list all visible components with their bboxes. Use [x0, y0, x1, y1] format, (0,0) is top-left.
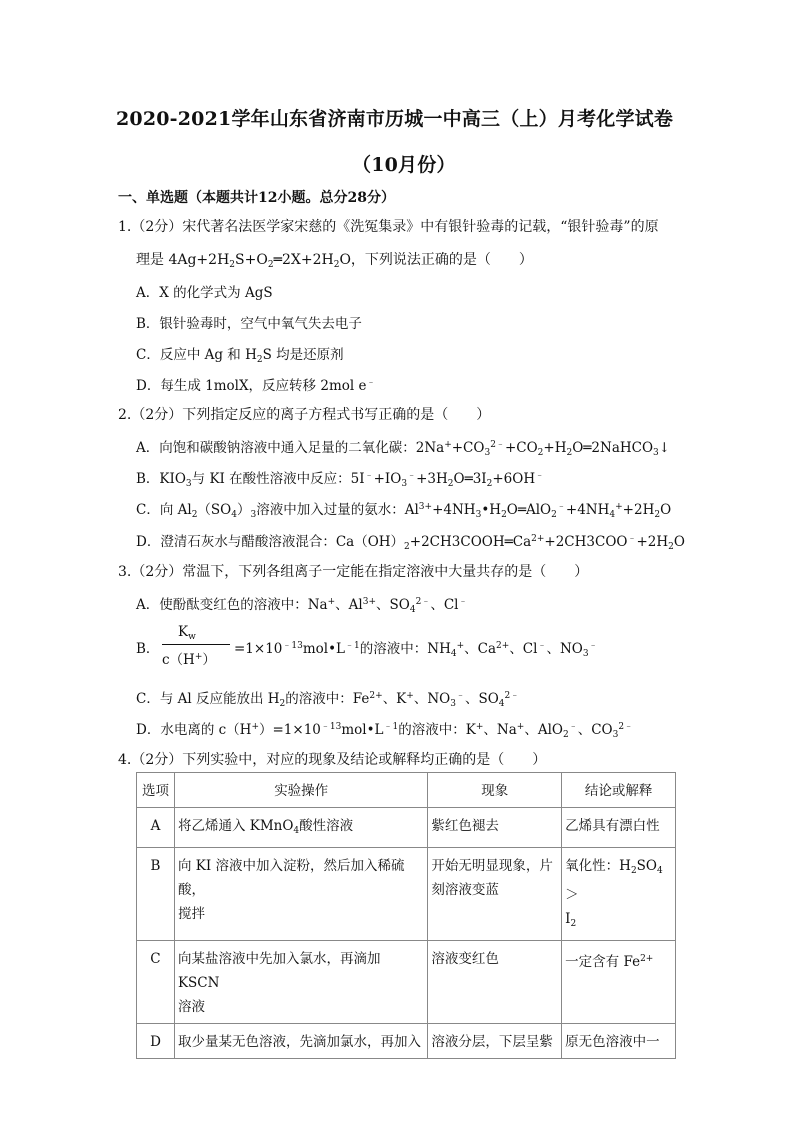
sup: 3+: [362, 597, 377, 607]
sup: +: [615, 502, 623, 512]
t: ＞: [565, 887, 579, 903]
t: O═3I: [453, 471, 487, 487]
row-phenomenon: 开始无明显现象，片 刻溶液变蓝: [428, 848, 562, 941]
t: 、SO: [376, 597, 410, 613]
row-operation: [174, 808, 427, 848]
t: K: [178, 624, 189, 640]
t: +3H: [416, 471, 448, 487]
t: +CO: [451, 440, 485, 456]
question-3-stem: 3.（2分）常温下，下列各组离子一定能在指定溶液中大量共存的是（ ）: [118, 564, 589, 580]
t: 与 KI 在酸性溶液中反应：5I: [191, 471, 365, 487]
sub: 2: [267, 260, 274, 270]
question-1-option-b: B．银针验毒时，空气中氧气失去电子: [136, 316, 362, 332]
header-phenomenon: 现象: [428, 773, 562, 808]
row-option: C: [137, 941, 175, 1024]
header-operation: 实验操作: [174, 773, 427, 808]
sup: +: [444, 440, 452, 450]
sub: 2: [229, 260, 236, 270]
page-title: 2020-2021学年山东省济南市历城一中高三（上）月考化学试卷: [116, 108, 674, 130]
question-2-option-a: [136, 436, 670, 458]
sub: 3: [450, 699, 456, 709]
t: •H: [481, 502, 502, 518]
sub: 2: [404, 542, 410, 552]
t: A．向饱和碳酸钠溶液中通入足量的二氧化碳：2Na: [136, 440, 445, 456]
table-row: [137, 941, 676, 1024]
sup: ﹣: [556, 502, 566, 512]
row-operation: 向某盐溶液中先加入氯水，再滴加 KSCN 溶液: [174, 941, 427, 1024]
header-option: 选项: [137, 773, 175, 808]
fraction-numerator: [178, 624, 196, 642]
sup: 2﹣: [504, 691, 520, 701]
text: S+O: [235, 252, 268, 268]
t: +CO: [504, 440, 538, 456]
sup: 2﹣: [415, 597, 431, 607]
sub: 4: [450, 649, 457, 659]
sub: 2: [654, 510, 661, 520]
question-1-stem-line2: [136, 249, 533, 270]
sup: ﹣: [588, 641, 598, 651]
sub: 2: [630, 866, 637, 876]
t: +6OH: [492, 471, 536, 487]
sub: 3: [582, 649, 589, 659]
question-1-option-c: [136, 343, 344, 365]
t: C．向 Al: [136, 502, 192, 518]
question-2-stem: 2.（2分）下列指定反应的离子方程式书写正确的是（ ）: [118, 407, 491, 423]
sub: 2: [256, 355, 263, 365]
question-4-stem: 4.（2分）下列实验中，对应的现象及结论或解释均正确的是（ ）: [118, 752, 547, 768]
sup: +: [456, 641, 465, 651]
sub: 2: [562, 730, 569, 740]
t: 将乙烯通入 KMnO: [177, 818, 294, 834]
fraction-bar: [162, 644, 230, 645]
sup: ﹣: [455, 691, 465, 701]
t: 、SO: [464, 691, 499, 707]
text: ═2X+2H: [273, 252, 334, 268]
question-1-stem: 1.（2分）宋代著名法医学家宋慈的《洗冤集录》中有银针验毒的记载，“银针验毒”的原: [118, 219, 659, 235]
sup: ﹣: [458, 597, 468, 607]
row-conclusion: 乙烯具有漂白性: [562, 808, 676, 848]
sup: 2+: [496, 641, 510, 651]
sup: ﹣13: [282, 641, 303, 651]
table-row: [137, 1024, 676, 1059]
t: 、Na: [483, 722, 517, 738]
row-phenomenon: 溶液分层，下层呈紫: [428, 1024, 562, 1059]
t: +H: [543, 440, 567, 456]
row-operation: 取少量某无色溶液，先滴加氯水，再加入: [174, 1024, 427, 1059]
t: mol•L: [302, 641, 346, 657]
sub: 2: [537, 448, 544, 458]
row-option: B: [137, 848, 175, 941]
sup: 2﹣: [490, 440, 505, 450]
t: +4NH: [565, 502, 610, 518]
page-subtitle: （10月份）: [352, 154, 456, 176]
sup: ﹣: [366, 378, 376, 388]
fraction-denominator: [162, 648, 216, 668]
sup: 2+: [369, 691, 383, 701]
t: mol•L: [341, 722, 384, 738]
t: 、NO: [413, 691, 451, 707]
sub: w: [188, 632, 196, 642]
sub: 2: [501, 510, 507, 520]
t: 氧化性：H: [565, 858, 631, 874]
t: c（H: [162, 652, 195, 668]
sup: ﹣: [568, 722, 578, 732]
question-2-option-d: [136, 530, 685, 552]
question-3-option-c: [136, 687, 519, 709]
row-option: A: [137, 808, 175, 848]
question-2-option-b: [136, 467, 544, 489]
sup: +: [327, 597, 336, 607]
sup: 3+: [418, 502, 433, 512]
t: +2CH3COOH═Ca: [409, 534, 532, 550]
row-operation: 向 KI 溶液中加入淀粉，然后加入稀硫酸， 搅拌: [174, 848, 427, 941]
t: 、Cl: [430, 597, 459, 613]
sub: 2: [668, 542, 674, 552]
t: 、K: [382, 691, 407, 707]
t: 、Cl: [509, 641, 538, 657]
sub: 4: [498, 699, 505, 709]
t: SO: [636, 858, 657, 874]
sub: 2: [191, 510, 198, 520]
table-header-row: [137, 773, 676, 808]
t: ）=1×10: [259, 722, 321, 738]
sup: 2+: [640, 954, 654, 964]
sup: +: [406, 691, 414, 701]
sub: 3: [612, 730, 619, 740]
header-conclusion: 结论或解释: [562, 773, 676, 808]
t: +2H: [636, 534, 669, 550]
question-3-option-a: [136, 593, 468, 615]
t: 酸性溶液: [299, 818, 354, 834]
t: 、NO: [546, 641, 583, 657]
sup: ﹣1: [383, 722, 399, 732]
sub: 3: [653, 448, 659, 458]
t: +2CH3COO: [544, 534, 628, 550]
sup: +: [516, 722, 525, 732]
sub: 3: [401, 479, 408, 489]
sup: +: [251, 722, 259, 732]
t: A．使酚酞变红色的溶液中：Na: [136, 597, 328, 613]
row-conclusion: [562, 848, 676, 941]
sub: 2: [279, 699, 286, 709]
text: D．每生成 1molX，反应转移 2mol e: [136, 378, 367, 394]
sup: ﹣: [537, 641, 547, 651]
row-phenomenon: 溶液变红色: [428, 941, 562, 1024]
sup: ﹣: [627, 534, 637, 544]
t: 、Ca: [464, 641, 497, 657]
t: B．KIO: [136, 471, 186, 487]
t: C．与 Al 反应能放出 H: [136, 691, 280, 707]
sup: +: [475, 722, 484, 732]
question-3-option-b: [234, 637, 598, 659]
question-3-option-b-label: B．: [136, 641, 160, 657]
sub: 3: [484, 448, 491, 458]
sup: +: [194, 652, 203, 662]
sub: 4: [609, 510, 616, 520]
t: D．澄清石灰水与醋酸溶液混合：Ca（OH）: [136, 534, 405, 550]
sub: 4: [409, 605, 416, 615]
sub: 3: [475, 510, 482, 520]
t: +4NH: [432, 502, 476, 518]
sup: ﹣: [407, 471, 417, 481]
row-option: D: [137, 1024, 175, 1059]
sub: 4: [657, 866, 663, 876]
t: +2H: [622, 502, 655, 518]
t: I: [565, 911, 571, 927]
question-1-option-d: [136, 374, 375, 394]
table-row: [137, 808, 676, 848]
sub: 2: [447, 479, 454, 489]
row-phenomenon: 紫红色褪去: [428, 808, 562, 848]
sup: 2+: [531, 534, 545, 544]
text: O，下列说法正确的是（ ）: [339, 252, 533, 268]
sup: ﹣: [364, 471, 374, 481]
sub: 4: [231, 510, 237, 520]
t: ↓: [658, 440, 671, 456]
t: D．水电离的 c（H: [136, 722, 252, 738]
sub: 4: [293, 826, 300, 836]
t: =1×10: [234, 641, 283, 657]
t: ）: [202, 652, 216, 668]
sub: 3: [250, 510, 257, 520]
t: 的溶液中：Fe: [285, 691, 370, 707]
sub: 2: [551, 510, 557, 520]
sup: ﹣13: [320, 722, 342, 732]
experiment-table: [136, 772, 676, 1059]
t: 、Al: [335, 597, 363, 613]
t: 的溶液中：NH: [359, 641, 451, 657]
t: O: [673, 534, 685, 550]
t: +IO: [373, 471, 402, 487]
t: 溶液中加入过量的氨水：Al: [256, 502, 419, 518]
question-1-option-a: A．X 的化学式为 AgS: [136, 285, 273, 301]
text: 理是 4Ag+2H: [136, 252, 230, 268]
row-conclusion: [562, 941, 676, 1024]
t: 的溶液中：K: [398, 722, 476, 738]
sub: 3: [185, 479, 192, 489]
sub: 2: [566, 448, 573, 458]
t: （SO: [197, 502, 232, 518]
sub: 2: [570, 919, 577, 929]
t: 、CO: [577, 722, 613, 738]
question-3-option-d: [136, 718, 633, 740]
t: 、AlO: [524, 722, 563, 738]
t: O═2NaHCO: [572, 440, 654, 456]
sup: 2﹣: [618, 722, 634, 732]
sub: 2: [486, 479, 493, 489]
text: C．反应中 Ag 和 H: [136, 347, 257, 363]
t: O═AlO: [506, 502, 552, 518]
t: ）: [236, 502, 251, 518]
sup: ﹣: [535, 471, 545, 481]
kw-fraction: [162, 624, 232, 672]
sup: ﹣1: [345, 641, 360, 651]
t: 一定含有 Fe: [565, 954, 641, 970]
text: S 均是还原剂: [262, 347, 344, 363]
section-header: 一、单选题（本题共计12小题。总分28分）: [118, 190, 395, 206]
table-row: [137, 848, 676, 941]
question-2-option-c: [136, 498, 671, 520]
sub: 2: [333, 260, 340, 270]
row-conclusion: 原无色溶液中一: [562, 1024, 676, 1059]
t: O: [660, 502, 672, 518]
